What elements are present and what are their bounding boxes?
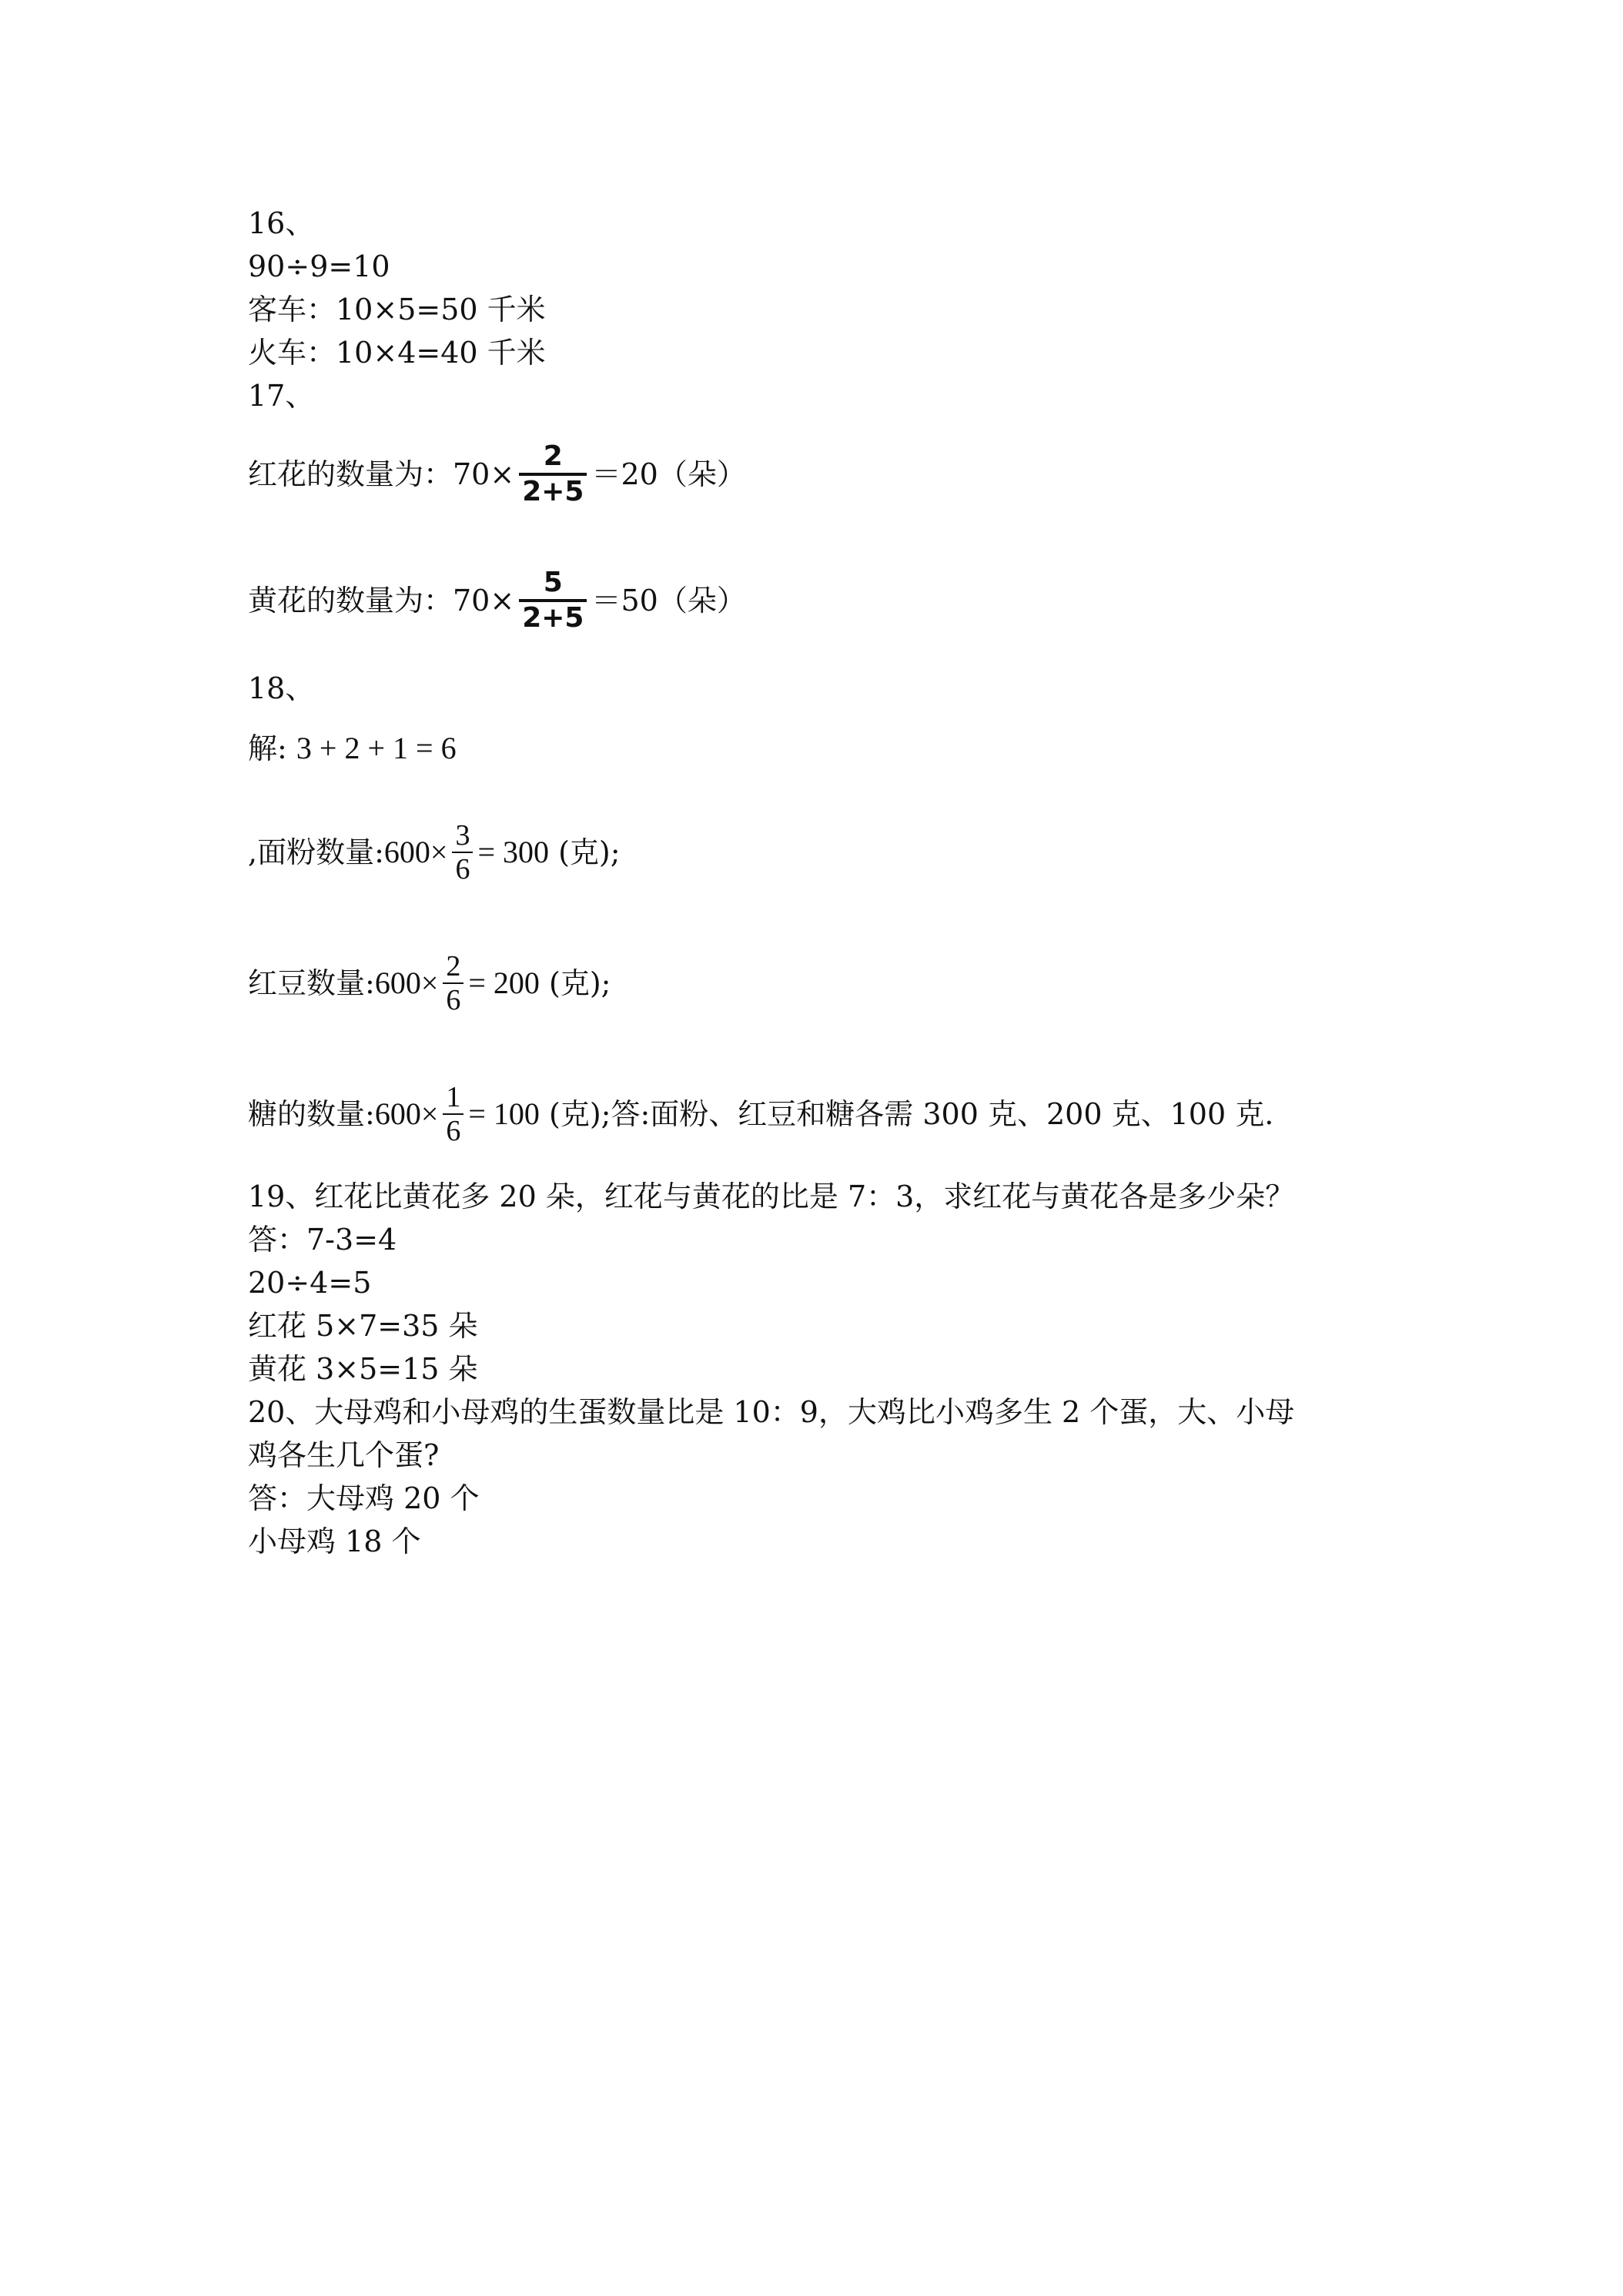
q18-flour-prefix: ,面粉数量: [248,835,384,869]
q18-sugar-fraction [443,1081,463,1147]
q18-flour-fraction [452,819,473,885]
fraction-denominator: 2+5 [522,602,584,634]
q18-number: 18、 [248,671,315,705]
q18-flour-multiplier: 600× [383,835,448,869]
q19-line-3: 红花 5×7=35 朵 [248,1309,478,1343]
q17-yellow-prefix: 黄花的数量为：70× [248,584,515,618]
fraction-numerator: 1 [446,1081,461,1113]
q18-sugar-suffix: (克);答:面粉、红豆和糖各需 300 克、200 克、100 克. [549,1097,1274,1131]
q18-sugar-line [248,1081,1273,1147]
fraction-denominator: 6 [446,1115,461,1147]
q18-red-bean-line [248,950,611,1016]
q17-red-suffix: ＝20（朵） [591,457,746,491]
q18-bean-prefix: 红豆数量: [248,966,375,1000]
q18-flour-line [248,819,621,885]
q16-number: 16、 [248,206,315,240]
q20-line-2: 小母鸡 18 个 [248,1525,421,1558]
q18-sugar-prefix: 糖的数量: [248,1097,375,1131]
fraction-numerator: 3 [455,819,470,852]
fraction-numerator: 5 [543,567,563,598]
q17-yellow-suffix: ＝50（朵） [591,584,746,618]
q18-bean-suffix: (克); [549,966,611,1000]
q19-question: 19、红花比黄花多 20 朵，红花与黄花的比是 7：3，求红花与黄花各是多少朵？ [248,1180,1295,1213]
q17-red-flower-equation [248,440,746,508]
q18-solve-expression: 3 + 2 + 1 = 6 [296,731,457,765]
q17-number: 17、 [248,379,315,413]
fraction-denominator: 6 [446,984,461,1016]
q18-sugar-result: = 100 [468,1096,540,1131]
q18-bean-fraction [443,950,463,1016]
q18-bean-multiplier: 600× [374,966,439,1000]
q16-line-1: 90÷9=10 [248,249,390,283]
q19-line-1: 答：7-3=4 [248,1223,397,1257]
q17-yellow-fraction [519,567,587,634]
q16-line-2: 客车：10×5=50 千米 [248,293,546,326]
q17-yellow-flower-equation [248,567,746,634]
q18-sugar-multiplier: 600× [374,1096,439,1131]
q18-solve-line [248,731,457,765]
q20-question-line-1: 20、大母鸡和小母鸡的生蛋数量比是 10：9，大鸡比小鸡多生 2 个蛋，大、小母 [248,1395,1295,1429]
fraction-numerator: 2 [446,950,461,982]
q18-solve-label: 解: [248,731,287,765]
q20-line-1: 答：大母鸡 20 个 [248,1481,480,1515]
q17-red-fraction [519,440,587,508]
fraction-denominator: 2+5 [522,476,584,507]
q19-line-4: 黄花 3×5=15 朵 [248,1352,478,1386]
q18-bean-result: = 200 [468,966,540,1000]
q18-flour-result: = 300 [477,835,550,869]
q20-question-line-2: 鸡各生几个蛋? [248,1438,440,1472]
fraction-denominator: 6 [455,853,470,885]
q19-line-2: 20÷4=5 [248,1266,372,1300]
q17-red-prefix: 红花的数量为：70× [248,457,515,491]
q16-line-3: 火车：10×4=40 千米 [248,336,546,370]
q18-flour-suffix: (克); [558,835,621,869]
fraction-numerator: 2 [543,440,563,472]
